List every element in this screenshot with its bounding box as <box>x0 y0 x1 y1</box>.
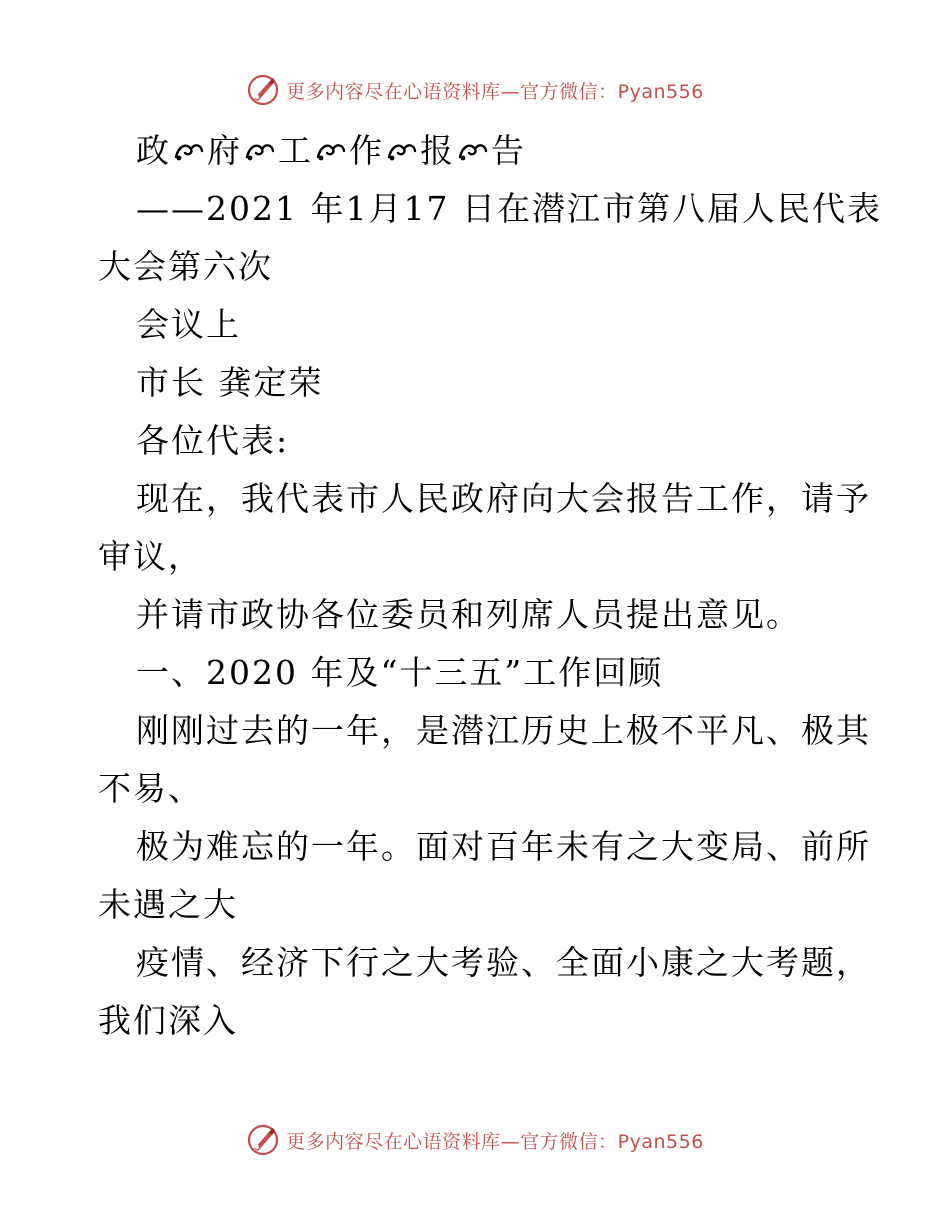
quill-pen-icon <box>246 73 280 107</box>
ornament-icon <box>315 139 347 163</box>
ornament-icon <box>244 139 276 163</box>
document-title <box>98 122 868 180</box>
text-line: 疫情、经济下行之大考验、全面小康之大考题， <box>136 943 871 982</box>
quill-pen-icon <box>246 1123 280 1157</box>
text-line: 一、2020 年及“十三五”工作回顾 <box>136 653 664 692</box>
text-line: 极为难忘的一年。面对百年未有之大变局、前所 <box>136 827 871 866</box>
text-line: 各位代表: <box>136 421 290 460</box>
text-line: 现在，我代表市人民政府向大会报告工作，请予 <box>136 479 871 518</box>
text-line: 不易、 <box>98 769 203 808</box>
ornament-icon <box>457 139 489 163</box>
ornament-icon <box>386 139 418 163</box>
text-line: 未遇之大 <box>98 885 238 924</box>
document-body <box>98 122 882 1050</box>
text-line: 我们深入 <box>98 1001 238 1040</box>
ornament-icon <box>173 139 205 163</box>
footer-banner <box>0 1120 950 1160</box>
title-char: 府 <box>207 131 242 170</box>
title-char: 告 <box>491 131 526 170</box>
header-banner-text: 更多内容尽在心语资料库—官方微信：Pyan556 <box>286 80 704 103</box>
header-banner <box>0 70 950 110</box>
text-line: 并请市政协各位委员和列席人员提出意见。 <box>136 595 801 634</box>
title-char: 作 <box>349 131 384 170</box>
footer-banner-text: 更多内容尽在心语资料库—官方微信：Pyan556 <box>286 1130 704 1153</box>
text-line: 市长 龚定荣 <box>136 363 324 402</box>
text-line: 刚刚过去的一年，是潜江历史上极不平凡、极其 <box>136 711 871 750</box>
text-line: 审议， <box>98 537 203 576</box>
text-line: 大会第六次 <box>98 247 273 286</box>
text-line: 会议上 <box>136 305 241 344</box>
title-char: 工 <box>278 131 313 170</box>
title-char: 政 <box>136 131 171 170</box>
text-line: ——2021 年1月17 日在潜江市第八届人民代表 <box>136 189 882 228</box>
title-char: 报 <box>420 131 455 170</box>
